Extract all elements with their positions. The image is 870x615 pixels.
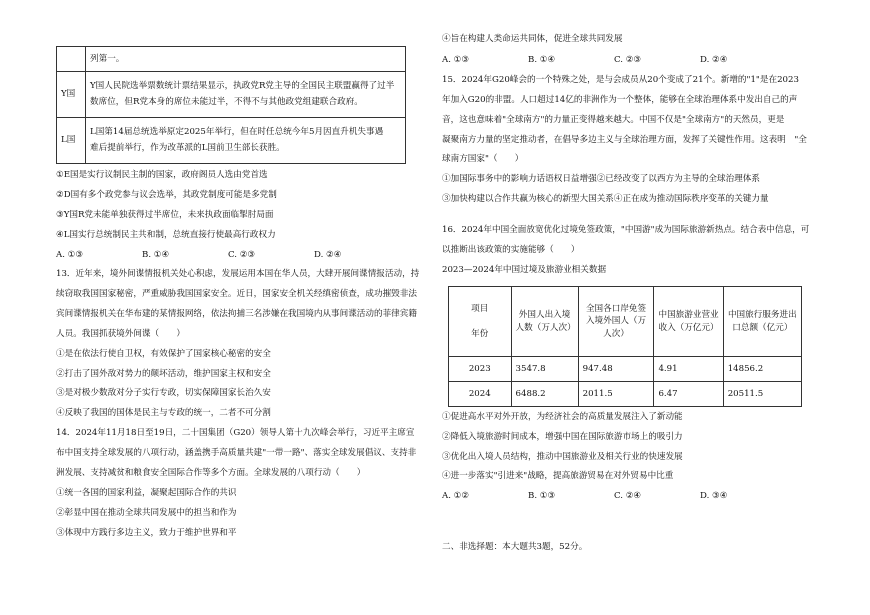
q15-stem-line: 年加入G20的非盟。人口超过14亿的非洲作为一个整体，能够在全球治理体系中发出自己的声 bbox=[442, 95, 798, 105]
q16-stem-line: 以推断出该政策的实施能够（ ） bbox=[442, 245, 580, 255]
column-header: 外国人出入境人数（万人次） bbox=[511, 287, 578, 357]
q15-stem-line: 音，这也意味着"全球南方"的力量正变得越来越大。中国不仅是"全球南方"的天然员，更是 bbox=[442, 115, 785, 125]
q14-stem-line: 洲发展、支持减贫和粮食安全国际合作等多个方面。全球发展的八项行动（ ） bbox=[56, 468, 366, 478]
option-c[interactable]: C. ②③ bbox=[614, 55, 642, 65]
corner-bottom-label: 年份 bbox=[471, 328, 489, 339]
table-row bbox=[449, 382, 802, 407]
option-b[interactable]: B. ①③ bbox=[528, 491, 556, 501]
desc-line: 难后提前举行，作为改革派的L国前卫生部长获胜。 bbox=[90, 142, 285, 153]
q16-statement: ①促进高水平对外开放，为经济社会的高质量发展注入了新动能 bbox=[442, 412, 683, 422]
q15-statement: ③加快构建以合作共赢为核心的新型大国关系④正在成为推动国际秩序变革的关键力量 bbox=[442, 194, 769, 204]
q14-stem-line: 14．2024年11月18日至19日，二十国集团（G20）领导人第十九次峰会举行，习近平主席宣 bbox=[56, 428, 415, 438]
option-a[interactable]: A. ①③ bbox=[442, 55, 470, 65]
q16-statement: ③优化出入境人员结构，推动中国旅游业及相关行业的快速发展 bbox=[442, 452, 683, 462]
year-cell: 2024 bbox=[449, 382, 512, 407]
q13-statement: ③是对极少数敌对分子实行专政，切实保障国家长治久安 bbox=[56, 388, 271, 398]
q16-options bbox=[442, 492, 786, 501]
value-cell: 2011.5 bbox=[578, 382, 654, 407]
desc-line: Y国人民院选举票数统计票结果显示，执政党R党主导的全国民主联盟赢得了过半 bbox=[90, 81, 395, 92]
column-header: 全国各口岸免签入境外国人（万人次） bbox=[578, 287, 654, 357]
q16-stem-line: 16．2024年中国全面放宽优化过境免签政策，"中国游"成为国际旅游新热点。结合表中信息，可 bbox=[442, 225, 810, 235]
table-header-row bbox=[449, 287, 802, 357]
table-row bbox=[449, 357, 802, 382]
value-cell: 20511.5 bbox=[723, 382, 801, 407]
q12-statement: ④L国实行总统制民主共和制，总统直接行使最高行政权力 bbox=[56, 230, 276, 240]
table-row bbox=[57, 72, 406, 118]
column-header: 中国旅游业营业收入（万亿元） bbox=[654, 287, 723, 357]
country-cell: Y国 bbox=[57, 72, 86, 118]
q13-stem-line: 13．近年来，境外间谍情报机关处心积虑，发展运用本国在华人员，大肆开展间谍情报活动，持 bbox=[56, 269, 420, 279]
value-cell: 3547.8 bbox=[511, 357, 578, 382]
option-b[interactable]: B. ①④ bbox=[528, 55, 556, 65]
tourism-data-table bbox=[448, 286, 802, 407]
q14-stem-line: 布中国支持全球发展的八项行动，涵盖携手高质量共建"一带一路"、落实全球发展倡议、支持非 bbox=[56, 448, 417, 458]
corner-header-cell bbox=[449, 287, 512, 357]
q14-statement: ③体现中方践行多边主义，致力于维护世界和平 bbox=[56, 528, 237, 538]
option-d[interactable]: D. ②④ bbox=[700, 55, 728, 65]
country-table bbox=[56, 46, 406, 164]
table-row bbox=[57, 118, 406, 164]
q13-stem-line: 宾间谍情报机关在华布建的某情报网络，依法拘捕三名涉嫌在我国境内从事间谍活动的菲律宾籍 bbox=[56, 309, 417, 319]
country-desc-cell bbox=[86, 72, 406, 118]
column-header: 中国旅行服务进出口总额（亿元） bbox=[723, 287, 801, 357]
option-c[interactable]: C. ②③ bbox=[228, 250, 256, 260]
q14-statement: ④旨在构建人类命运共同体，促进全球共同发展 bbox=[442, 34, 623, 44]
q15-stem-line: 凝聚南方力量的坚定推动者，在倡导多边主义与全球治理方面，发挥了关键性作用。这表明 "全 bbox=[442, 135, 807, 145]
country-cell bbox=[57, 47, 86, 72]
q12-options bbox=[56, 251, 400, 260]
value-cell: 6.47 bbox=[654, 382, 723, 407]
value-cell: 4.91 bbox=[654, 357, 723, 382]
option-d[interactable]: D. ②④ bbox=[314, 250, 342, 260]
q16-statement: ②降低入境旅游时间成本，增强中国在国际旅游市场上的吸引力 bbox=[442, 432, 683, 442]
desc-line: 数席位，但R党本身的席位未能过半，不得不与其他政党组建联合政府。 bbox=[90, 96, 363, 107]
q13-stem-line: 续窃取我国国家秘密，严重威胁我国国家安全。近日，国家安全机关经缜密侦查，成功摧毁非法 bbox=[56, 289, 417, 299]
q12-statement: ②D国有多个政党参与议会选举，其政党制度可能是多党制 bbox=[56, 190, 277, 200]
desc-line: 列第一。 bbox=[90, 53, 125, 64]
corner-top-label: 项目 bbox=[471, 304, 489, 315]
q12-statement: ③Y国R党未能单独获得过半席位，未来执政面临掣肘局面 bbox=[56, 210, 274, 220]
country-desc-cell bbox=[86, 118, 406, 164]
q13-statement: ②打击了国外敌对势力的颠坏活动，维护国家主权和安全 bbox=[56, 369, 271, 379]
table-row bbox=[57, 47, 406, 72]
country-desc-cell bbox=[86, 47, 406, 72]
section-two-heading: 二、非选择题：本大题共3题，52分。 bbox=[442, 542, 588, 552]
value-cell: 6488.2 bbox=[511, 382, 578, 407]
option-a[interactable]: A. ①③ bbox=[56, 250, 84, 260]
q14-statement: ①统一各国的国家利益，凝聚起国际合作的共识 bbox=[56, 488, 237, 498]
q13-statement: ④反映了我国的国体是民主与专政的统一，二者不可分割 bbox=[56, 408, 271, 418]
option-b[interactable]: B. ①④ bbox=[142, 250, 170, 260]
value-cell: 947.48 bbox=[578, 357, 654, 382]
q14-options bbox=[442, 56, 786, 65]
q12-statement: ①E国是实行议制民主制的国家，政府阁员人选由党首选 bbox=[56, 170, 268, 180]
desc-line: L国第14届总统选举原定2025年举行，但在时任总统今年5月因直升机失事遇 bbox=[90, 127, 384, 138]
q14-statement: ②彰显中国在推动全球共同发展中的担当和作为 bbox=[56, 508, 237, 518]
q13-statement: ①是在依法行使自卫权，有效保护了国家核心秘密的安全 bbox=[56, 349, 271, 359]
option-c[interactable]: C. ②④ bbox=[614, 491, 642, 501]
option-d[interactable]: D. ③④ bbox=[700, 491, 728, 501]
table-title: 2023—2024年中国过境及旅游业相关数据 bbox=[442, 265, 607, 275]
country-cell: L国 bbox=[57, 118, 86, 164]
year-cell: 2023 bbox=[449, 357, 512, 382]
q15-statement: ①加国际事务中的影响力话语权日益增强②已经改变了以西方为主导的全球治理体系 bbox=[442, 174, 760, 184]
q13-stem-line: 人员。我国抓获境外间谍（ ） bbox=[56, 329, 185, 339]
q15-stem-line: 15．2024年G20峰会的一个特殊之处，是与会成员从20个变成了21个。新增的"1"是在2023 bbox=[442, 75, 799, 85]
option-a[interactable]: A. ①② bbox=[442, 491, 470, 501]
q15-stem-line: 球南方国家"（ ） bbox=[442, 154, 524, 164]
value-cell: 14856.2 bbox=[723, 357, 801, 382]
q16-statement: ④进一步落实"引进来"战略，提高旅游贸易在对外贸易中比重 bbox=[442, 471, 674, 481]
